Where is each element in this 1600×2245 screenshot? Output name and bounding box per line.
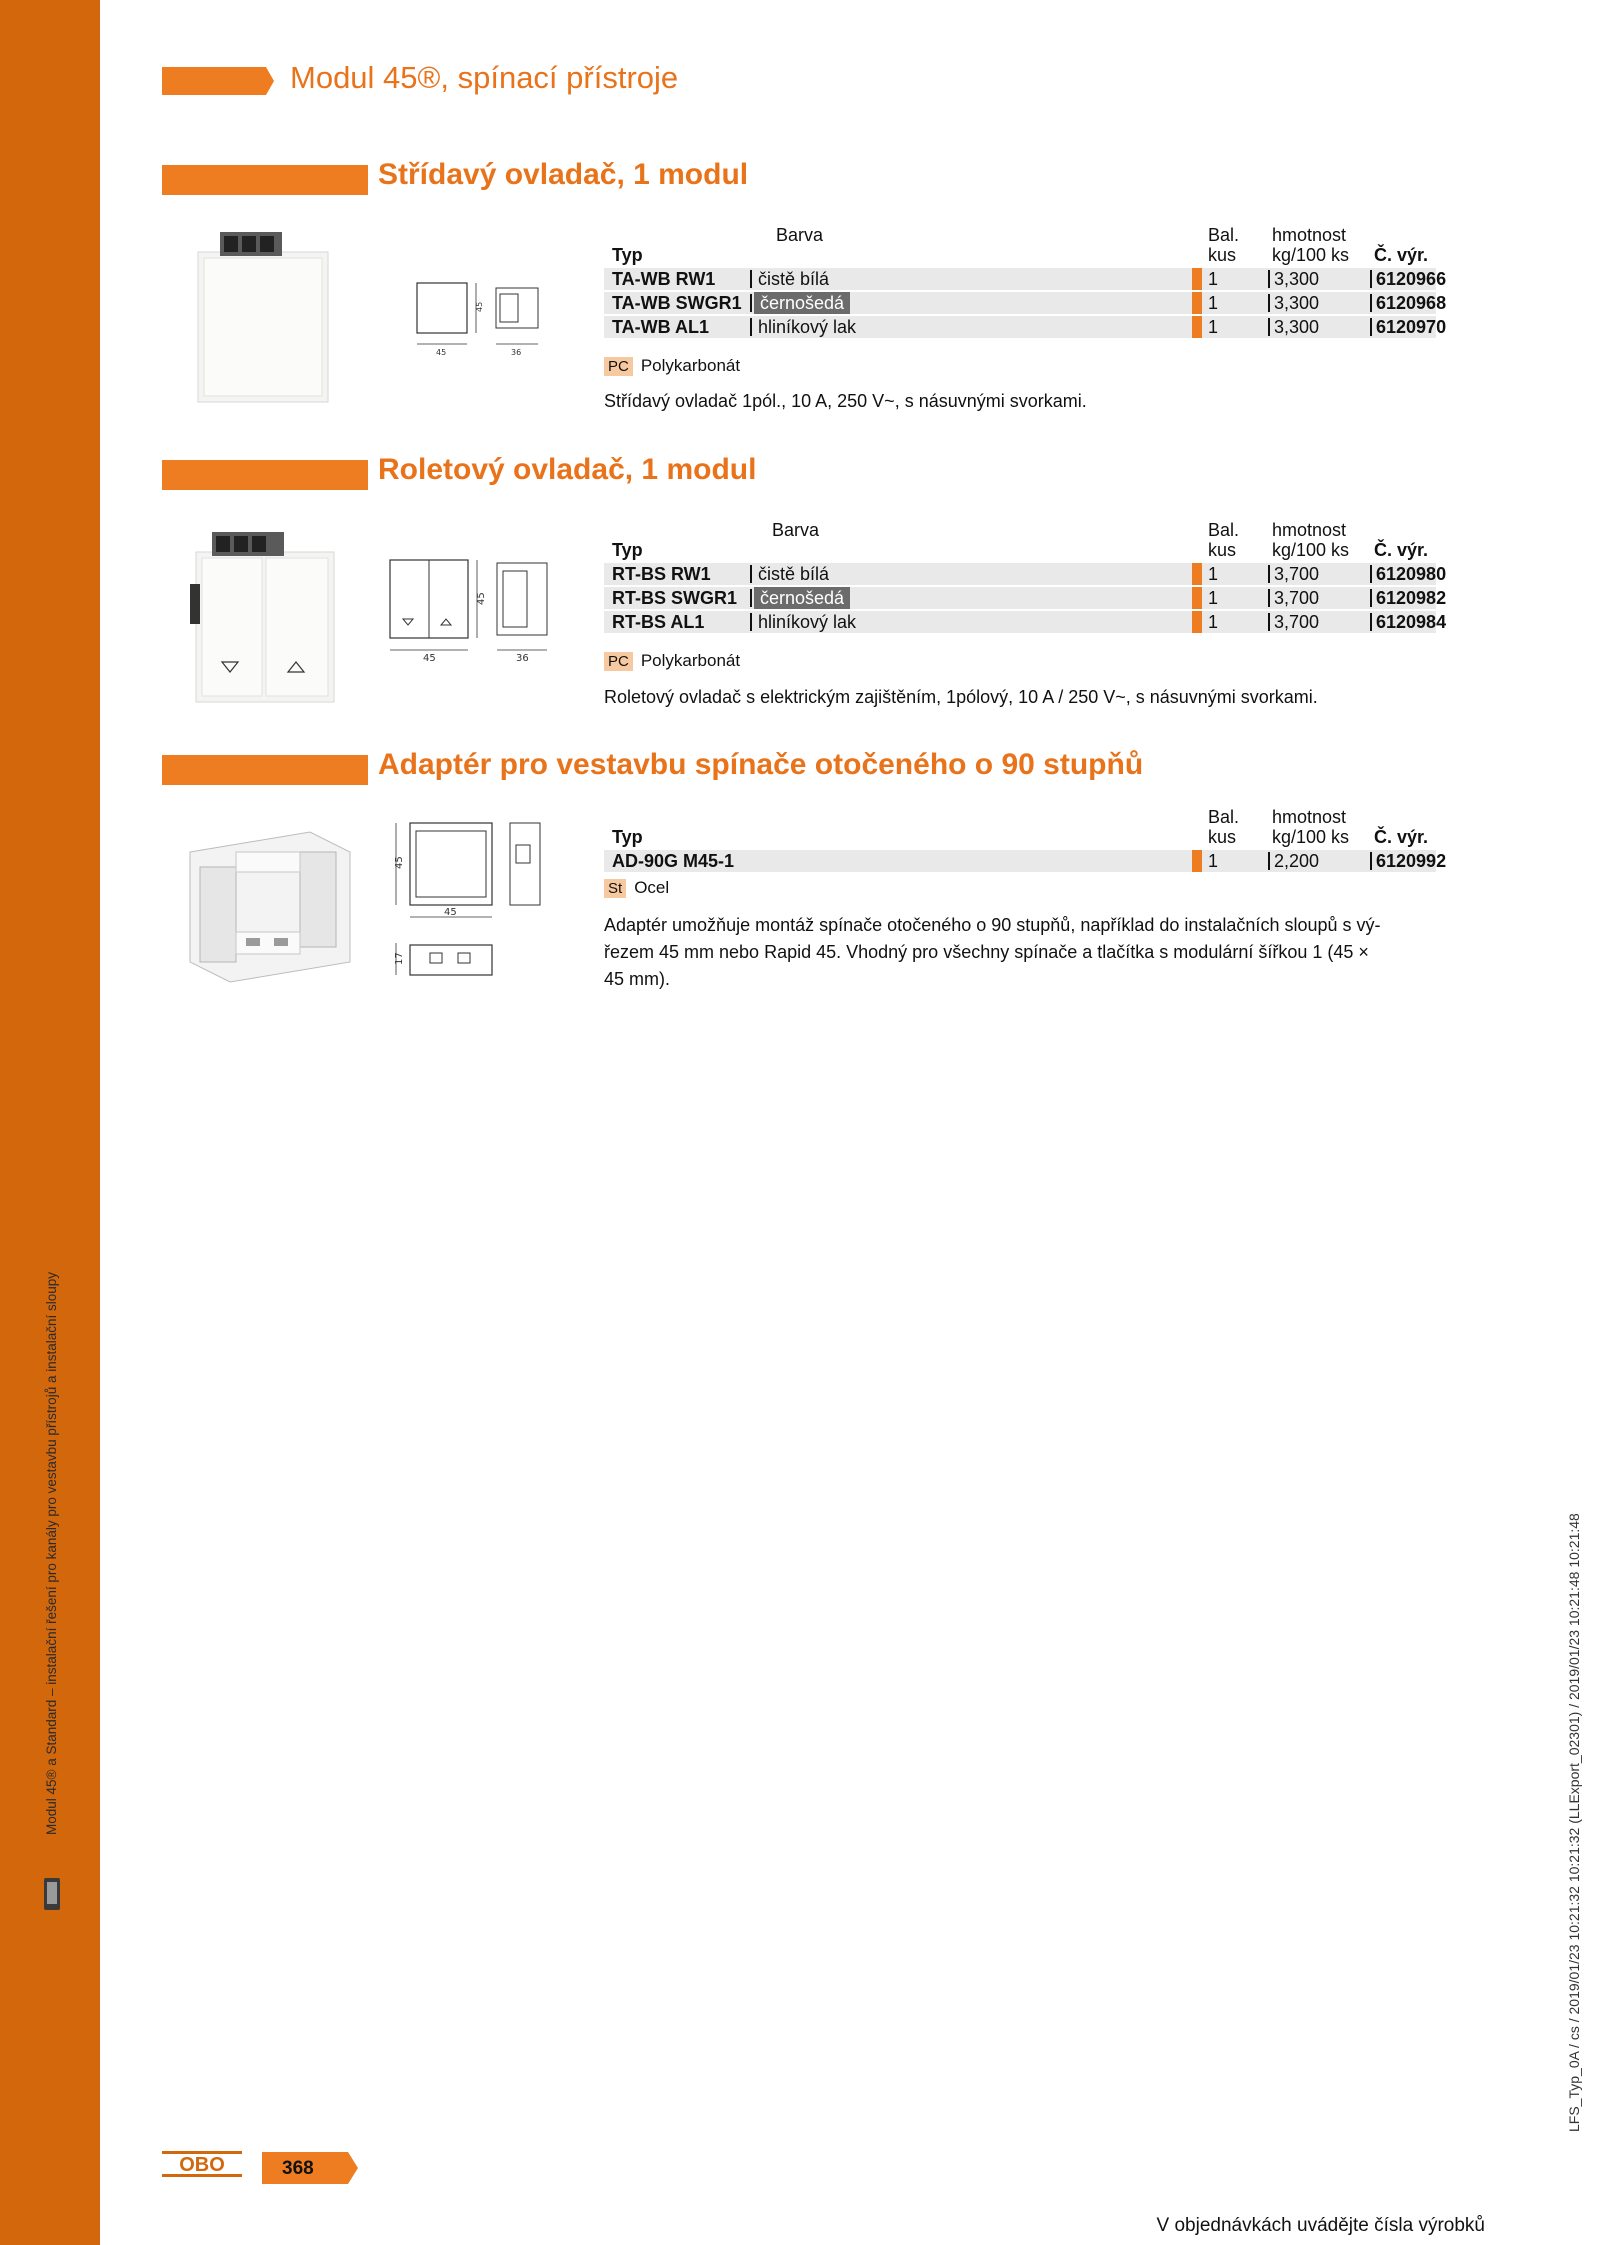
table-row (604, 849, 1447, 873)
header-kus: kus (1208, 245, 1237, 265)
row-weight: 3,300 (1274, 293, 1320, 313)
row-bal: 1 (1208, 564, 1219, 584)
footer-note: V objednávkách uvádějte čísla výrobků (1156, 2215, 1485, 2236)
row-type: RT-BS RW1 (612, 564, 711, 584)
row-type: TA-WB AL1 (612, 317, 709, 337)
header-hmotnost: hmotnost (1272, 520, 1347, 540)
row-color: čistě bílá (758, 269, 830, 289)
header-hmotnost: hmotnost (1272, 225, 1347, 245)
row-type: TA-WB RW1 (612, 269, 716, 289)
product-description: Střídavý ovladač 1pól., 10 A, 250 V~, s násuvnými svorkami. (604, 391, 1087, 411)
material-line (604, 878, 669, 898)
obo-logo (162, 2150, 242, 2178)
row-bal: 1 (1208, 588, 1219, 608)
row-color: hliníkový lak (758, 612, 857, 632)
header-typ: Typ (612, 827, 643, 847)
table-row (604, 610, 1447, 634)
material-name: Polykarbonát (640, 356, 741, 375)
row-bal: 1 (1208, 317, 1219, 337)
table-header-row-2 (604, 245, 1436, 267)
row-type: RT-BS SWGR1 (612, 588, 738, 608)
header-barva: Barva (772, 520, 820, 540)
product-table (604, 807, 1447, 873)
material-line (604, 651, 740, 671)
header-hmotnost: hmotnost (1272, 807, 1347, 827)
header-kg: kg/100 ks (1272, 245, 1350, 265)
side-caption: Modul 45® a Standard – instalační řešení pro kanály pro vestavbu přístrojů a instalační sloupy (44, 1271, 59, 1835)
header-cvyr: Č. výr. (1374, 540, 1429, 560)
row-code: 6120992 (1376, 851, 1447, 871)
row-bal: 1 (1208, 269, 1219, 289)
product-table (604, 225, 1447, 339)
row-color: černošedá (754, 587, 850, 609)
header-arrow-icon (162, 67, 274, 95)
svg-text:45: 45 (475, 301, 484, 312)
row-code: 6120984 (1376, 612, 1447, 632)
header-typ: Typ (612, 540, 643, 560)
table-header-row-1 (604, 807, 1436, 827)
row-code: 6120968 (1376, 293, 1447, 313)
svg-text:17: 17 (394, 952, 405, 965)
device-icon (42, 1876, 62, 1912)
section-bar (162, 755, 368, 785)
section-title: Adaptér pro vestavbu spínače otočeného o 90 stupňů (378, 748, 1144, 781)
material-line (604, 356, 740, 376)
row-color: hliníkový lak (758, 317, 857, 337)
header-bal: Bal. (1208, 225, 1240, 245)
material-name: Ocel (634, 878, 670, 897)
svg-text:45: 45 (423, 653, 436, 664)
row-weight: 3,700 (1274, 588, 1320, 608)
row-bal: 1 (1208, 612, 1219, 632)
row-weight: 3,300 (1274, 317, 1320, 337)
adapter-dimension-drawing (386, 815, 566, 985)
header-typ: Typ (612, 245, 643, 265)
row-color: čistě bílá (758, 564, 830, 584)
row-code: 6120980 (1376, 564, 1447, 584)
table-header-row-2 (604, 540, 1436, 562)
svg-text:36: 36 (511, 348, 522, 357)
row-bal: 1 (1208, 851, 1219, 871)
section-title: Roletový ovladač, 1 modul (378, 453, 757, 486)
row-code: 6120982 (1376, 588, 1447, 608)
svg-text:45: 45 (394, 856, 405, 869)
svg-text:45: 45 (476, 592, 487, 605)
svg-text:45: 45 (436, 348, 447, 357)
adapter-photo (180, 812, 360, 992)
svg-text:45: 45 (444, 907, 457, 918)
section-bar (162, 165, 368, 195)
header-kg: kg/100 ks (1272, 540, 1350, 560)
material-tag: PC (604, 652, 633, 671)
shutter-switch-dimension-drawing (385, 555, 555, 665)
product-table (604, 520, 1447, 634)
section-title: Střídavý ovladač, 1 modul (378, 158, 749, 191)
material-name: Polykarbonát (640, 651, 741, 670)
row-weight: 3,700 (1274, 564, 1320, 584)
table-row (604, 291, 1447, 315)
description-line: Adaptér umožňuje montáž spínače otočeného o 90 stupňů, například do instalačních sloupů s vý- (604, 915, 1381, 935)
row-code: 6120966 (1376, 269, 1447, 289)
shutter-switch-photo (186, 522, 346, 707)
row-weight: 3,300 (1274, 269, 1320, 289)
svg-text:OBO: OBO (179, 2154, 225, 2176)
header-cvyr: Č. výr. (1374, 827, 1429, 847)
header-bal: Bal. (1208, 520, 1240, 540)
table-row (604, 586, 1447, 610)
row-type: RT-BS AL1 (612, 612, 705, 632)
row-type: AD-90G M45-1 (612, 851, 735, 871)
table-header-row-2 (604, 827, 1436, 849)
table-header-row-1 (604, 520, 1436, 540)
product-description (604, 912, 1444, 993)
material-tag: St (604, 879, 626, 898)
table-header-row-1 (604, 225, 1436, 245)
row-weight: 3,700 (1274, 612, 1320, 632)
page-number: 368 (282, 2158, 314, 2179)
row-weight: 2,200 (1274, 851, 1320, 871)
header-barva: Barva (776, 225, 824, 245)
table-row (604, 315, 1447, 339)
header-kus: kus (1208, 540, 1237, 560)
print-metadata-vertical: LFS_Typ_0A / cs / 2019/01/23 10:21:32 10:21:32 (LLExport_02301) / 2019/01/23 10:21:48 10:21:48 (1566, 1513, 1582, 2132)
material-tag: PC (604, 357, 633, 376)
table-row (604, 267, 1447, 291)
row-color: černošedá (754, 292, 850, 314)
row-type: TA-WB SWGR1 (612, 293, 742, 313)
header-kg: kg/100 ks (1272, 827, 1350, 847)
row-code: 6120970 (1376, 317, 1447, 337)
table-row (604, 562, 1447, 586)
page-title: Modul 45®, spínací přístroje (290, 60, 679, 95)
description-line: řezem 45 mm nebo Rapid 45. Vhodný pro všechny spínače a tlačítka s modulární šířkou 1 (45 × (604, 942, 1369, 962)
section-bar (162, 460, 368, 490)
switch-dimension-drawing (412, 278, 547, 360)
svg-text:36: 36 (516, 653, 529, 664)
header-cvyr: Č. výr. (1374, 245, 1429, 265)
description-line: 45 mm). (604, 969, 671, 989)
product-description: Roletový ovladač s elektrickým zajištěním, 1pólový, 10 A / 250 V~, s násuvnými svorkami. (604, 687, 1318, 707)
switch-photo (190, 222, 340, 407)
header-kus: kus (1208, 827, 1237, 847)
header-bal: Bal. (1208, 807, 1240, 827)
row-bal: 1 (1208, 293, 1219, 313)
